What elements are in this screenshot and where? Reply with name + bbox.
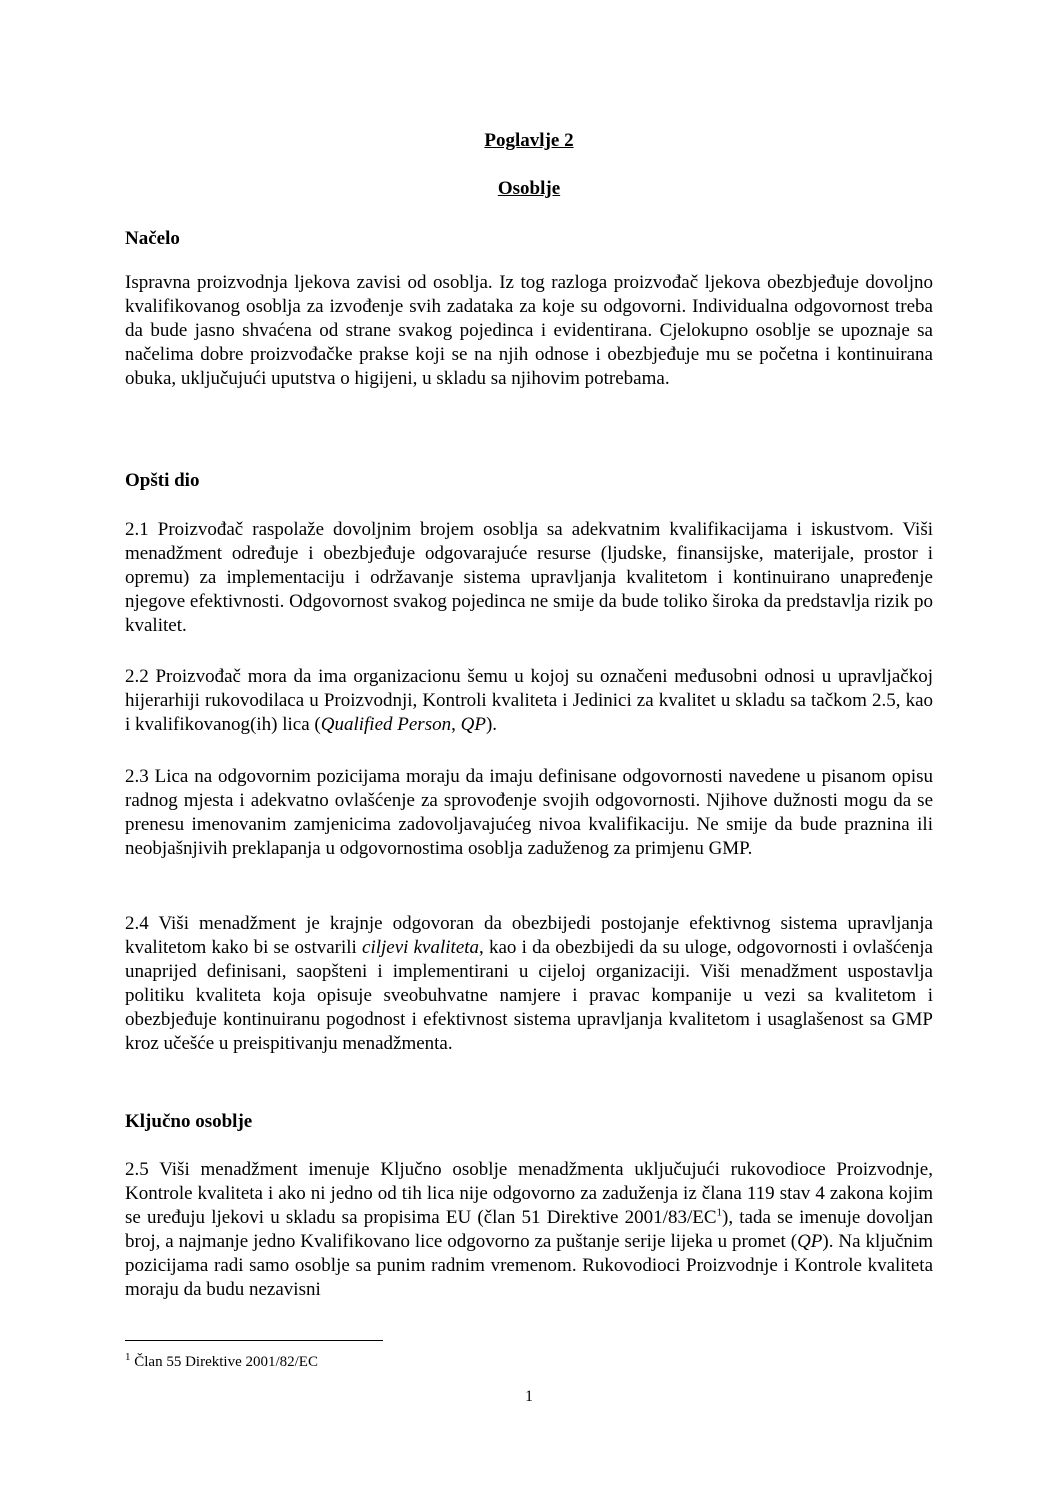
paragraph-2-2-text-a: 2.2 Proizvođač mora da ima organizacionu šemu u kojoj su označeni međusobni odnosi u upravljačkoj hijerarhiji rukovodilaca u Proizvodnji, Kontroli kvaliteta i Jedinici za kvalitet u skladu sa tačkom 2.5, kao i kvalifikovanog(ih) lica ( xyxy=(125,666,933,736)
chapter-subtitle: Osoblje xyxy=(497,178,561,199)
chapter-title: Poglavlje 2 xyxy=(484,130,574,151)
paragraph-2-5-text-b: ), tada se imenuje dovoljan broj, a najmanje jedno Kvalifikovano lice odgovorno za puštanje serije lijeka u promet ( xyxy=(125,1207,933,1253)
paragraph-2-5-text-c: ). Na ključnim pozicijama radi samo osoblje sa punim radnim vremenom. Rukovodioci Proizvodnje i Kontrole kvaliteta moraju da budu nezavisni xyxy=(125,1231,933,1301)
paragraph-2-2-text-b: , xyxy=(451,714,461,736)
section-heading-principle: Načelo xyxy=(125,228,180,249)
paragraph-2-5 xyxy=(125,1158,933,1303)
footnote-marker: 1 xyxy=(125,1351,131,1363)
paragraph-2-5-italic-qp: QP xyxy=(797,1231,823,1253)
section-heading-general: Opšti dio xyxy=(125,470,200,491)
paragraph-2-2-italic-qp: QP xyxy=(460,714,486,736)
page-number: 1 xyxy=(525,1388,533,1405)
paragraph-2-4-text-b: , kao i da obezbijedi da su uloge, odgovornosti i ovlašćenja unaprijed definisani, saopšteni i implementirani u cijeloj organizaciji. Viši menadžment uspostavlja politiku kvaliteta koja opisuje sveobuhvatne namjere i pravac kompanije u vezi sa kvalitetom i obezbjeđuje kontinuiranu pogodnost i efektivnost sistema upravljanja kvalitetom i usaglašenost sa GMP kroz učešće u preispitivanju menadžmenta. xyxy=(125,937,933,1055)
paragraph-2-4 xyxy=(125,912,933,1057)
paragraph-2-3: 2.3 Lica na odgovornim pozicijama moraju da imaju definisane odgovornosti navedene u pisanom opisu radnog mjesta i adekvatno ovlašćenje za sprovođenje svojih odgovornosti. Njihove dužnosti mogu da se prenesu imenovanim zamjenicima zadovoljavajućeg nivoa kvalifikaciju. Ne smije da bude praznina ili neobjašnjivih preklapanja u odgovornostima osoblja zaduženog za primjenu GMP. xyxy=(125,766,933,860)
footnote xyxy=(125,1351,318,1371)
footnote-divider xyxy=(125,1340,383,1341)
paragraph-2-2 xyxy=(125,665,933,737)
paragraph-2-2-italic-qualified-person: Qualified Person xyxy=(320,714,452,736)
footnote-reference[interactable]: 1 xyxy=(716,1206,722,1219)
paragraph-2-4-italic-quality-objectives: ciljevi kvaliteta xyxy=(362,937,480,959)
section-heading-key-personnel: Ključno osoblje xyxy=(125,1111,253,1132)
paragraph-2-2-text-c: ). xyxy=(485,714,498,736)
paragraph-2-1: 2.1 Proizvođač raspolaže dovoljnim brojem osoblja sa adekvatnim kvalifikacijama i iskustvom. Viši menadžment određuje i obezbjeđuje odgovarajuće resurse (ljudske, finansijske, materijale, prostor i opremu) za implementaciju i održavanje sistema upravljanja kvalitetom i kontinuirano unapređenje njegove efektivnosti. Odgovornost svakog pojedinca ne smije da bude toliko široka da predstavlja rizik po kvalitet. xyxy=(125,519,933,637)
paragraph-principle: Ispravna proizvodnja ljekova zavisi od osoblja. Iz tog razloga proizvođač ljekova obezbjeđuje dovoljno kvalifikovanog osoblja za izvođenje svih zadataka za koje su odgovorni. Individualna odgovornost treba da bude jasno shvaćena od strane svakog pojedinca i evidentirana. Cjelokupno osoblje se upoznaje sa načelima dobre proizvođačke prakse koji se na njih odnose i obezbjeđuje mu se početna i kontinuirana obuka, uključujući uputstva o higijeni, u skladu sa njihovim potrebama. xyxy=(125,272,933,390)
paragraph-2-5-text-a: 2.5 Viši menadžment imenuje Ključno osoblje menadžmenta uključujući rukovodioce Proizvodnje, Kontrole kvaliteta i ako ni jedno od tih lica nije odgovorno za zaduženja iz člana 119 stav 4 zakona kojim se uređuju ljekovi u skladu sa propisima EU (član 51 Direktive 2001/83/EC xyxy=(125,1159,933,1229)
paragraph-2-4-text-a: 2.4 Viši menadžment je krajnje odgovoran da obezbijedi postojanje efektivnog sistema upravljanja kvalitetom kako bi se ostvarili xyxy=(125,913,933,959)
footnote-text: Član 55 Direktive 2001/82/EC xyxy=(130,1354,318,1370)
